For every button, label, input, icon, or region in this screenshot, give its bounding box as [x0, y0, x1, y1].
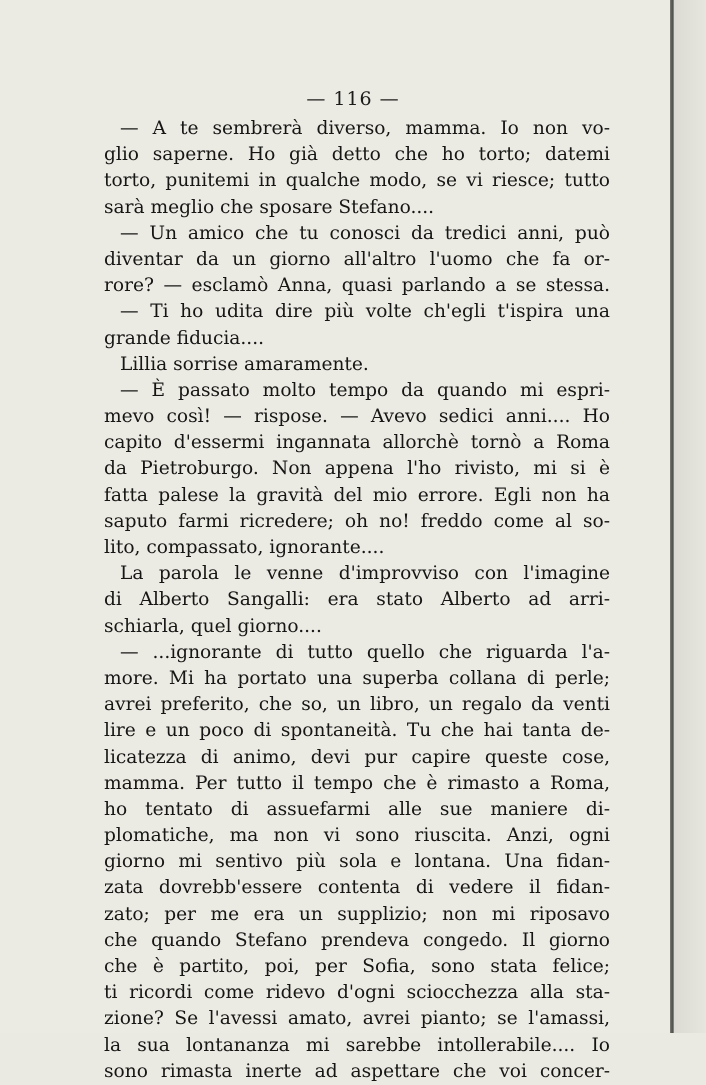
text-line: sarà meglio che sposare Stefano.... [104, 196, 435, 218]
text-line: giorno mi sentivo più sola e lontana. Una fidan- [104, 851, 610, 873]
text-line: — Ti ho udita dire più volte ch'egli t'ispira una [120, 301, 610, 323]
text-line: — È passato molto tempo da quando mi espri- [120, 379, 610, 401]
text-line: grande fiducia.... [104, 327, 265, 349]
text-line: La parola le venne d'improvviso con l'imagine [120, 563, 610, 585]
text-line: zato; per me era un supplizio; non mi riposavo [104, 903, 610, 925]
text-line: mamma. Per tutto il tempo che è rimasto a Roma, [104, 772, 610, 794]
text-line: — A te sembrerà diverso, mamma. Io non vo- [120, 118, 610, 139]
text-line: — Un amico che tu conosci da tredici anni, può [120, 222, 610, 244]
binding-edge-line [670, 0, 674, 1033]
text-line: zione? Se l'avessi amato, avrei pianto; se l'amassi, [104, 1008, 610, 1030]
text-line: more. Mi ha portato una superba collana di perle; [104, 667, 610, 689]
text-line: diventar da un giorno all'altro l'uomo che fa or- [104, 248, 610, 270]
text-line: mevo così! — rispose. — Avevo sedici anni.... Ho [104, 406, 610, 428]
text-line: che è partito, poi, per Sofia, sono stata felice; [104, 956, 610, 977]
page-number: — 116 — [306, 88, 400, 110]
text-line: torto, punitemi in qualche modo, se vi riesce; tutto [104, 170, 610, 192]
text-line: schiarla, quel giorno.... [104, 615, 322, 637]
text-line: Lillia sorrise amaramente. [120, 353, 369, 375]
text-line: licatezza di animo, devi pur capire queste cose, [104, 746, 610, 768]
text-line: che quando Stefano prendeva congedo. Il giorno [104, 929, 610, 951]
text-line: rore? — esclamò Anna, quasi parlando a se stessa. [104, 275, 610, 297]
text-line: ho tentato di assuefarmi alle sue maniere di- [104, 798, 610, 820]
text-line: zata dovrebb'essere contenta di vedere il fidan- [104, 877, 610, 899]
text-line: di Alberto Sangalli: era stato Alberto ad arri- [104, 589, 610, 611]
text-line: da Pietroburgo. Non appena l'ho rivisto, mi si è [104, 458, 610, 480]
text-line: sono rimasta inerte ad aspettare che voi concer- [104, 1060, 610, 1082]
body-text [104, 116, 610, 1085]
text-line: avrei preferito, che so, un libro, un regalo da venti [104, 694, 610, 716]
text-line: lito, compassato, ignorante.... [104, 537, 385, 558]
text-line: la sua lontananza mi sarebbe intollerabile.... Io [104, 1034, 610, 1056]
text-line: — ...ignorante di tutto quello che riguarda l'a- [120, 641, 610, 663]
text-line: saputo farmi ricredere; oh no! freddo come al so- [104, 510, 610, 532]
text-line: lire e un poco di spontaneità. Tu che hai tanta de- [104, 720, 610, 742]
text-line: fatta palese la gravità del mio errore. Egli non ha [104, 484, 610, 506]
text-line: plomatiche, ma non vi sono riuscita. Anzi, ogni [104, 825, 610, 847]
text-line: glio saperne. Ho già detto che ho torto; datemi [104, 144, 610, 166]
page-gutter [674, 0, 706, 1033]
text-line: capito d'essermi ingannata allorchè tornò a Roma [104, 432, 610, 454]
text-line: ti ricordi come ridevo d'ogni sciocchezza alla sta- [104, 982, 610, 1004]
